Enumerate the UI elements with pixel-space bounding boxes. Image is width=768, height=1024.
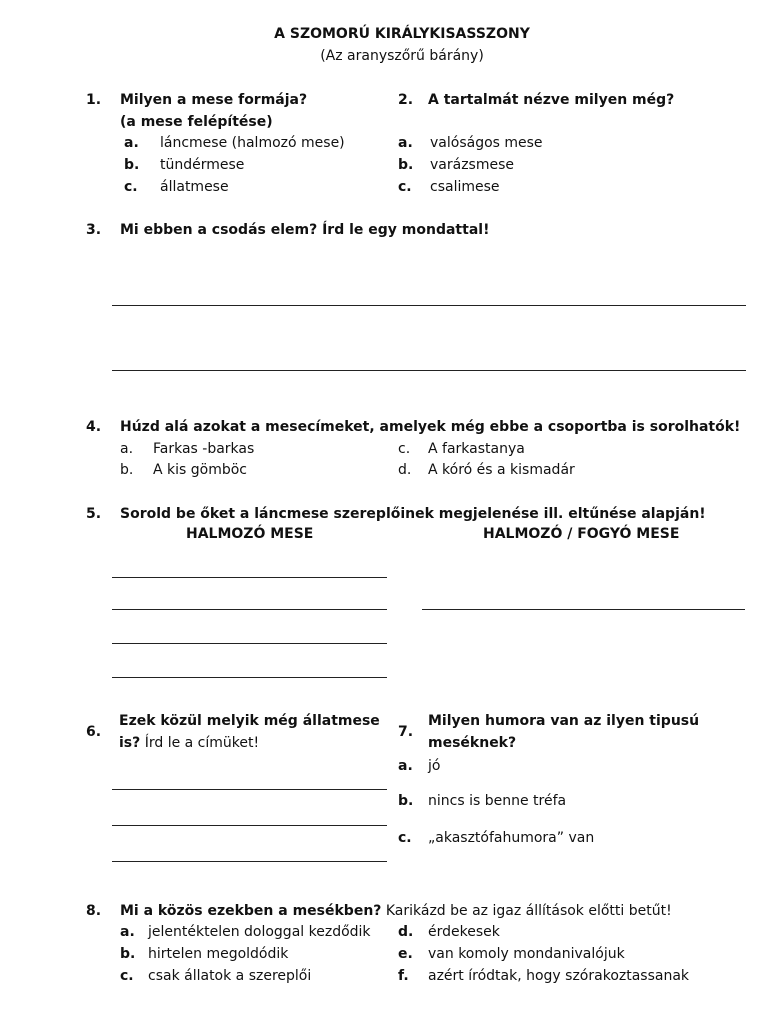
q4-option-b-text[interactable]: A kis gömböc — [153, 462, 248, 478]
q1-option-a-text: láncmese (halmozó mese) — [160, 135, 345, 151]
page-subtitle: (Az aranyszőrű bárány) — [320, 48, 484, 64]
q3-answer-line-2[interactable] — [112, 370, 746, 371]
q7-option-b-text: nincs is benne tréfa — [428, 793, 567, 809]
q1-option-c-label[interactable]: c. — [124, 179, 138, 195]
q4-option-d-text[interactable]: A kóró és a kismadár — [428, 462, 575, 478]
q6-text-line2-bold: is? — [119, 735, 141, 751]
q4-option-b-label[interactable]: b. — [120, 462, 134, 478]
q7-text-line2: meséknek? — [428, 735, 517, 751]
q4-text: Húzd alá azokat a mesecímeket, amelyek még ebbe a csoportba is sorolhatók! — [120, 419, 741, 435]
q2-number: 2. — [398, 92, 414, 108]
q7-option-c-text: „akasztófahumora” van — [428, 830, 595, 846]
q5-answer-line-right[interactable] — [422, 609, 745, 610]
q7-option-a-label[interactable]: a. — [398, 758, 413, 774]
q8-text-rest: Karikázd be az igaz állítások előtti betűt! — [381, 903, 672, 919]
page-title: A SZOMORÚ KIRÁLYKISASSZONY — [274, 26, 530, 42]
q4-option-c-label[interactable]: c. — [398, 441, 411, 457]
q2-option-c-text: csalimese — [430, 179, 500, 195]
q2-option-a-label[interactable]: a. — [398, 135, 413, 151]
q8-option-f-text: azért íródtak, hogy szórakoztassanak — [428, 968, 690, 984]
q2-option-c-label[interactable]: c. — [398, 179, 412, 195]
q5-column-heading-halmozo: HALMOZÓ MESE — [186, 526, 314, 542]
q4-option-a-label[interactable]: a. — [120, 441, 134, 457]
q1-number: 1. — [86, 92, 102, 108]
q4-option-a-text[interactable]: Farkas -barkas — [153, 441, 255, 457]
q6-answer-line-3[interactable] — [112, 861, 387, 862]
q7-number: 7. — [398, 724, 414, 740]
q2-option-b-label[interactable]: b. — [398, 157, 414, 173]
q5-text: Sorold be őket a láncmese szereplőinek megjelenése ill. eltűnése alapján! — [120, 506, 706, 522]
q7-option-a-text: jó — [428, 758, 441, 774]
q8-option-b-label[interactable]: b. — [120, 946, 136, 962]
q1-option-b-text: tündérmese — [160, 157, 245, 173]
q4-option-d-label[interactable]: d. — [398, 462, 412, 478]
q8-option-e-text: van komoly mondanivalójuk — [428, 946, 625, 962]
q7-option-c-label[interactable]: c. — [398, 830, 412, 846]
q8-option-d-text: érdekesek — [428, 924, 500, 940]
q8-option-a-text: jelentéktelen dologgal kezdődik — [148, 924, 371, 940]
q5-column-heading-halmozo-fogyo: HALMOZÓ / FOGYÓ MESE — [483, 526, 680, 542]
q6-text-line2-rest: Írd le a címüket! — [140, 735, 260, 751]
q6-number: 6. — [86, 724, 102, 740]
q6-text-line1: Ezek közül melyik még állatmese — [119, 713, 380, 729]
q2-text: A tartalmát nézve milyen még? — [428, 92, 675, 108]
q2-option-b-text: varázsmese — [430, 157, 514, 173]
q8-option-d-label[interactable]: d. — [398, 924, 414, 940]
q8-option-a-label[interactable]: a. — [120, 924, 135, 940]
q8-text-bold: Mi a közös ezekben a mesékben? — [120, 903, 382, 919]
q8-option-f-label[interactable]: f. — [398, 968, 409, 984]
q5-answer-line-1[interactable] — [112, 577, 387, 578]
q8-text — [120, 903, 672, 919]
q7-option-b-label[interactable]: b. — [398, 793, 414, 809]
q5-answer-line-3[interactable] — [112, 643, 387, 644]
q5-number: 5. — [86, 506, 102, 522]
q4-number: 4. — [86, 419, 102, 435]
q8-option-e-label[interactable]: e. — [398, 946, 413, 962]
q8-option-b-text: hirtelen megoldódik — [148, 946, 289, 962]
q5-answer-line-4[interactable] — [112, 677, 387, 678]
q1-text-line2: (a mese felépítése) — [120, 114, 273, 130]
q6-answer-line-2[interactable] — [112, 825, 387, 826]
q8-number: 8. — [86, 903, 102, 919]
q6-answer-line-1[interactable] — [112, 789, 387, 790]
q3-text: Mi ebben a csodás elem? Írd le egy mondattal! — [120, 222, 490, 238]
q3-number: 3. — [86, 222, 102, 238]
q3-answer-line-1[interactable] — [112, 305, 746, 306]
q5-answer-line-2[interactable] — [112, 609, 387, 610]
q1-text-line1: Milyen a mese formája? — [120, 92, 308, 108]
q6-text-line2 — [119, 735, 259, 751]
q4-option-c-text[interactable]: A farkastanya — [428, 441, 525, 457]
q8-option-c-text: csak állatok a szereplői — [148, 968, 312, 984]
q1-option-a-label[interactable]: a. — [124, 135, 139, 151]
q7-text-line1: Milyen humora van az ilyen tipusú — [428, 713, 700, 729]
q8-option-c-label[interactable]: c. — [120, 968, 134, 984]
q2-option-a-text: valóságos mese — [430, 135, 543, 151]
q1-option-c-text: állatmese — [160, 179, 229, 195]
q1-option-b-label[interactable]: b. — [124, 157, 140, 173]
